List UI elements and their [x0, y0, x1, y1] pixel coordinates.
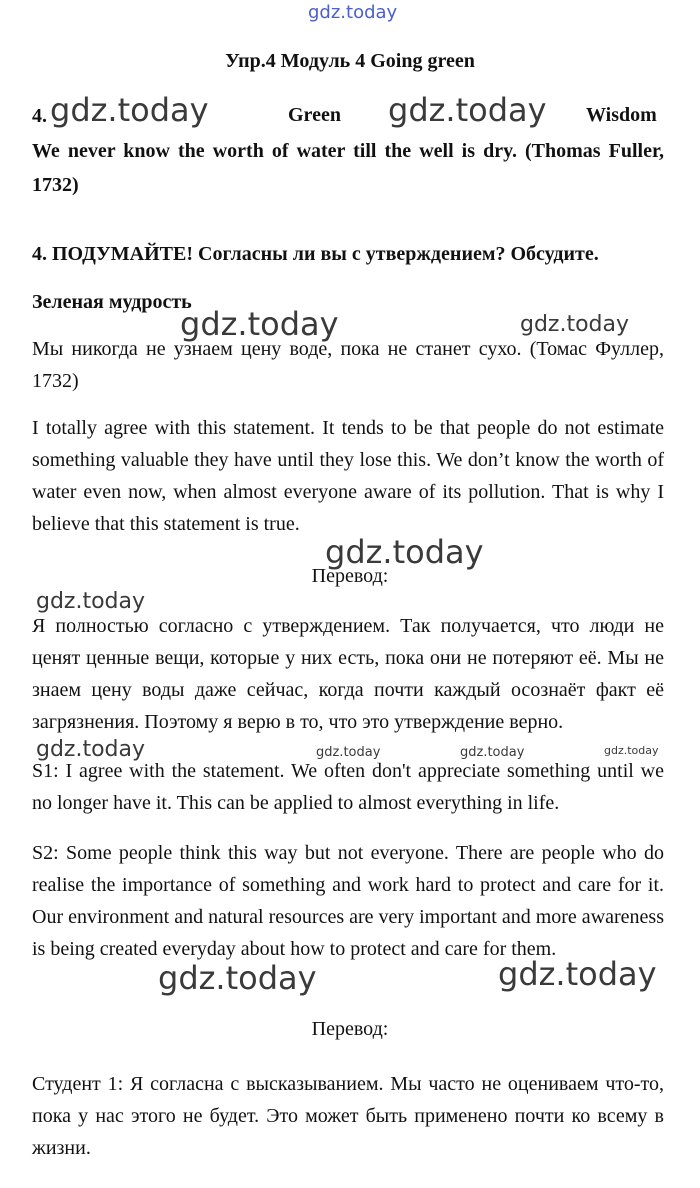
instruction: 4. ПОДУМАЙТЕ! Согласны ли вы с утверждением? Обсудите. [32, 243, 599, 265]
watermark-top: gdz.today [308, 2, 398, 23]
s1-en: S1: I agree with the statement. We often don't appreciate something until we no longer have it. This can be applied to almost everything in life. [32, 760, 664, 814]
task-word-green: Green [288, 104, 341, 126]
s1-ru: Студент 1: Я согласна с высказыванием. Мы часто не оцениваем что-то, пока у нас этого не будет. Это может быть применено почти ко всему в жизни. [32, 1073, 664, 1159]
quote-en: We never know the worth of water till the well is dry. (Thomas Fuller, 1732) [32, 140, 664, 196]
translation-label: Перевод: [311, 1018, 389, 1040]
s2-en: S2: Some people think this way but not everyone. There are people who do realise the importance of something and work hard to protect and care for it. Our environment and natural resources are very important and more awareness is being created everyday about how to protect and care for them. [32, 842, 664, 960]
watermark: gdz.today [388, 91, 547, 129]
watermark: gdz.today [158, 959, 317, 997]
subtitle: Зеленая мудрость [32, 291, 192, 313]
page-title: Упр.4 Модуль 4 Going green [225, 50, 475, 72]
translation-label: Перевод: [311, 565, 389, 587]
watermark: gdz.today [50, 91, 209, 129]
watermark: gdz.today [316, 745, 381, 760]
watermark: gdz.today [498, 955, 657, 993]
watermark: gdz.today [36, 589, 146, 614]
watermark: gdz.today [36, 737, 146, 762]
watermark: gdz.today [520, 312, 630, 337]
answer-en: I totally agree with this statement. It tends to be that people do not estimate something valuable they have until they lose this. We don’t know the worth of water even now, when almost everyone aware of its pollution. That is why I believe that this statement is true. [32, 417, 664, 535]
watermark: gdz.today [604, 744, 659, 757]
answer-ru: Я полностью согласно с утверждением. Так получается, что люди не ценят ценные вещи, которые у них есть, пока они не потеряют её. Мы не знаем цену воды даже сейчас, когда почти каждый осознаёт факт её загрязнения. Поэтому я верю в то, что это утверждение верно. [32, 615, 664, 733]
task-number: 4. [32, 105, 47, 127]
quote-ru: Мы никогда не узнаем цену воде, пока не станет сухо. (Томас Фуллер, 1732) [32, 338, 664, 392]
task-word-wisdom: Wisdom [586, 104, 657, 126]
watermark: gdz.today [180, 305, 339, 343]
watermark: gdz.today [460, 745, 525, 760]
watermark: gdz.today [325, 533, 484, 571]
